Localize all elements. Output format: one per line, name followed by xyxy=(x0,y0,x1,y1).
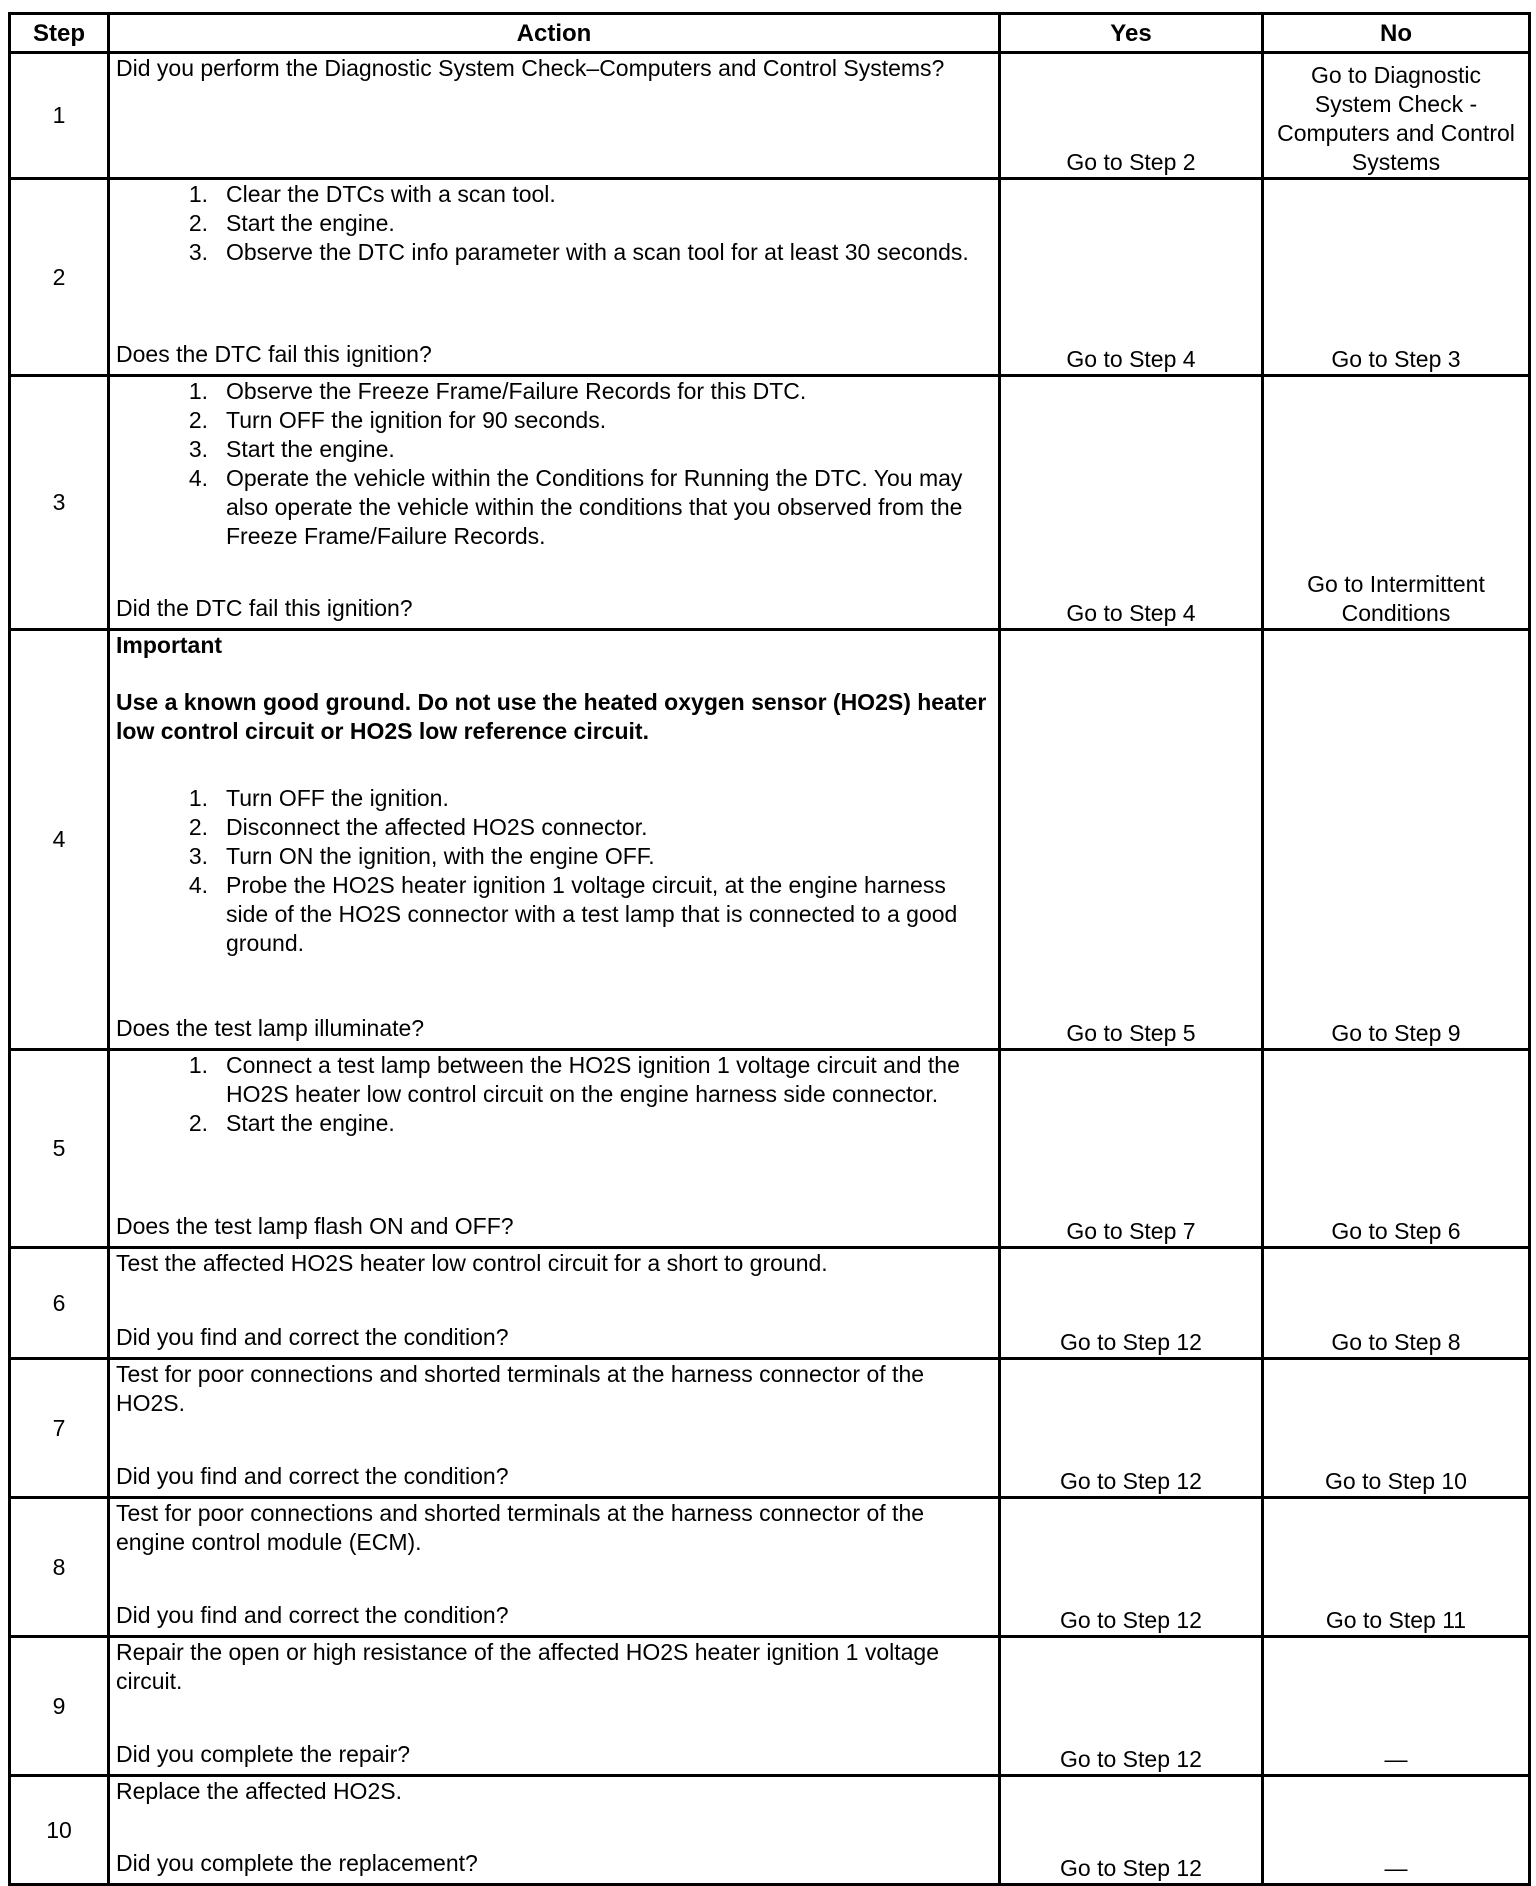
procedure-list xyxy=(116,377,992,551)
list-item: 4. Probe the HO2S heater ignition 1 voltage circuit, at the engine harness side of the HO2S connector with a test lamp that is connected to a good ground. xyxy=(188,872,958,956)
question-text: Does the test lamp flash ON and OFF? xyxy=(116,1213,514,1239)
yes-link[interactable]: Go to Step 4 xyxy=(1000,376,1263,630)
header-row xyxy=(10,14,1530,53)
yes-link[interactable]: Go to Step 12 xyxy=(1000,1498,1263,1637)
no-link[interactable]: Go to Intermittent Conditions xyxy=(1263,376,1530,630)
table-row xyxy=(10,179,1530,376)
list-item: 3. Turn ON the ignition, with the engine OFF. xyxy=(188,843,655,869)
yes-link[interactable]: Go to Step 5 xyxy=(1000,630,1263,1050)
yes-link[interactable]: Go to Step 2 xyxy=(1000,53,1263,179)
header-step: Step xyxy=(10,14,109,53)
step-number: 5 xyxy=(10,1050,109,1248)
table-row xyxy=(10,1498,1530,1637)
action-text: Test for poor connections and shorted terminals at the harness connector of the engine control module (ECM). xyxy=(116,1500,925,1555)
action-cell xyxy=(109,376,1000,630)
table-row xyxy=(10,630,1530,1050)
table-row xyxy=(10,376,1530,630)
action-cell xyxy=(109,1248,1000,1359)
question-text: Did you complete the replacement? xyxy=(116,1850,478,1876)
step-number: 10 xyxy=(10,1776,109,1885)
question-text: Did the DTC fail this ignition? xyxy=(116,595,413,621)
yes-link[interactable]: Go to Step 12 xyxy=(1000,1776,1263,1885)
yes-link[interactable]: Go to Step 4 xyxy=(1000,179,1263,376)
action-cell xyxy=(109,1498,1000,1637)
no-link[interactable]: — xyxy=(1263,1776,1530,1885)
question-text: Did you complete the repair? xyxy=(116,1741,411,1767)
list-item: 1. Clear the DTCs with a scan tool. xyxy=(188,181,556,207)
header-yes: Yes xyxy=(1000,14,1263,53)
action-cell xyxy=(109,53,1000,179)
no-link[interactable]: Go to Step 10 xyxy=(1263,1359,1530,1498)
action-cell xyxy=(109,1776,1000,1885)
action-text: Replace the affected HO2S. xyxy=(116,1778,402,1804)
action-cell xyxy=(109,1359,1000,1498)
procedure-list xyxy=(116,1051,992,1138)
list-item: 1. Observe the Freeze Frame/Failure Records for this DTC. xyxy=(188,378,807,404)
action-cell xyxy=(109,1637,1000,1776)
no-link[interactable]: Go to Step 3 xyxy=(1263,179,1530,376)
yes-link[interactable]: Go to Step 12 xyxy=(1000,1637,1263,1776)
no-link[interactable]: Go to Step 9 xyxy=(1263,630,1530,1050)
table-row xyxy=(10,1776,1530,1885)
action-cell xyxy=(109,179,1000,376)
action-text: Test for poor connections and shorted terminals at the harness connector of the HO2S. xyxy=(116,1361,925,1416)
important-label: Important xyxy=(116,632,223,658)
question-text: Does the test lamp illuminate? xyxy=(116,1015,425,1041)
yes-link[interactable]: Go to Step 12 xyxy=(1000,1359,1263,1498)
important-note: Use a known good ground. Do not use the heated oxygen sensor (HO2S) heater low control circuit or HO2S low reference circuit. xyxy=(116,689,987,744)
step-number: 9 xyxy=(10,1637,109,1776)
action-cell xyxy=(109,630,1000,1050)
step-number: 4 xyxy=(10,630,109,1050)
no-link[interactable]: Go to Step 6 xyxy=(1263,1050,1530,1248)
diagnostic-table xyxy=(8,12,1531,1886)
header-no: No xyxy=(1263,14,1530,53)
list-item: 3. Start the engine. xyxy=(188,436,395,462)
question-text: Did you find and correct the condition? xyxy=(116,1602,509,1628)
no-link[interactable]: Go to Step 8 xyxy=(1263,1248,1530,1359)
action-text: Did you perform the Diagnostic System Check–Computers and Control Systems? xyxy=(116,55,945,81)
list-item: 1. Turn OFF the ignition. xyxy=(188,785,449,811)
action-cell xyxy=(109,1050,1000,1248)
step-number: 1 xyxy=(10,53,109,179)
table-row xyxy=(10,1637,1530,1776)
procedure-list xyxy=(116,784,992,958)
list-item: 2. Turn OFF the ignition for 90 seconds. xyxy=(188,407,607,433)
question-text: Did you find and correct the condition? xyxy=(116,1463,509,1489)
question-text: Did you find and correct the condition? xyxy=(116,1324,509,1350)
list-item: 2. Start the engine. xyxy=(188,210,395,236)
table-row xyxy=(10,53,1530,179)
yes-link[interactable]: Go to Step 12 xyxy=(1000,1248,1263,1359)
yes-link[interactable]: Go to Step 7 xyxy=(1000,1050,1263,1248)
action-text: Test the affected HO2S heater low control circuit for a short to ground. xyxy=(116,1250,828,1276)
no-link[interactable]: — xyxy=(1263,1637,1530,1776)
procedure-list xyxy=(116,180,992,267)
action-text: Repair the open or high resistance of the affected HO2S heater ignition 1 voltage circuit. xyxy=(116,1639,939,1694)
step-number: 2 xyxy=(10,179,109,376)
step-number: 3 xyxy=(10,376,109,630)
step-number: 7 xyxy=(10,1359,109,1498)
list-item: 1. Connect a test lamp between the HO2S ignition 1 voltage circuit and the HO2S heater low control circuit on the engine harness side connector. xyxy=(188,1052,960,1107)
table-row xyxy=(10,1359,1530,1498)
list-item: 4. Operate the vehicle within the Conditions for Running the DTC. You may also operate the vehicle within the conditions that you observed from the Freeze Frame/Failure Records. xyxy=(188,465,963,549)
no-link[interactable]: Go to Diagnostic System Check - Computers and Control Systems xyxy=(1263,53,1530,179)
table-row xyxy=(10,1050,1530,1248)
header-action: Action xyxy=(109,14,1000,53)
list-item: 3. Observe the DTC info parameter with a scan tool for at least 30 seconds. xyxy=(188,239,969,265)
list-item: 2. Disconnect the affected HO2S connector. xyxy=(188,814,648,840)
table-row xyxy=(10,1248,1530,1359)
question-text: Does the DTC fail this ignition? xyxy=(116,341,432,367)
list-item: 2. Start the engine. xyxy=(188,1110,395,1136)
no-link[interactable]: Go to Step 11 xyxy=(1263,1498,1530,1637)
step-number: 8 xyxy=(10,1498,109,1637)
step-number: 6 xyxy=(10,1248,109,1359)
